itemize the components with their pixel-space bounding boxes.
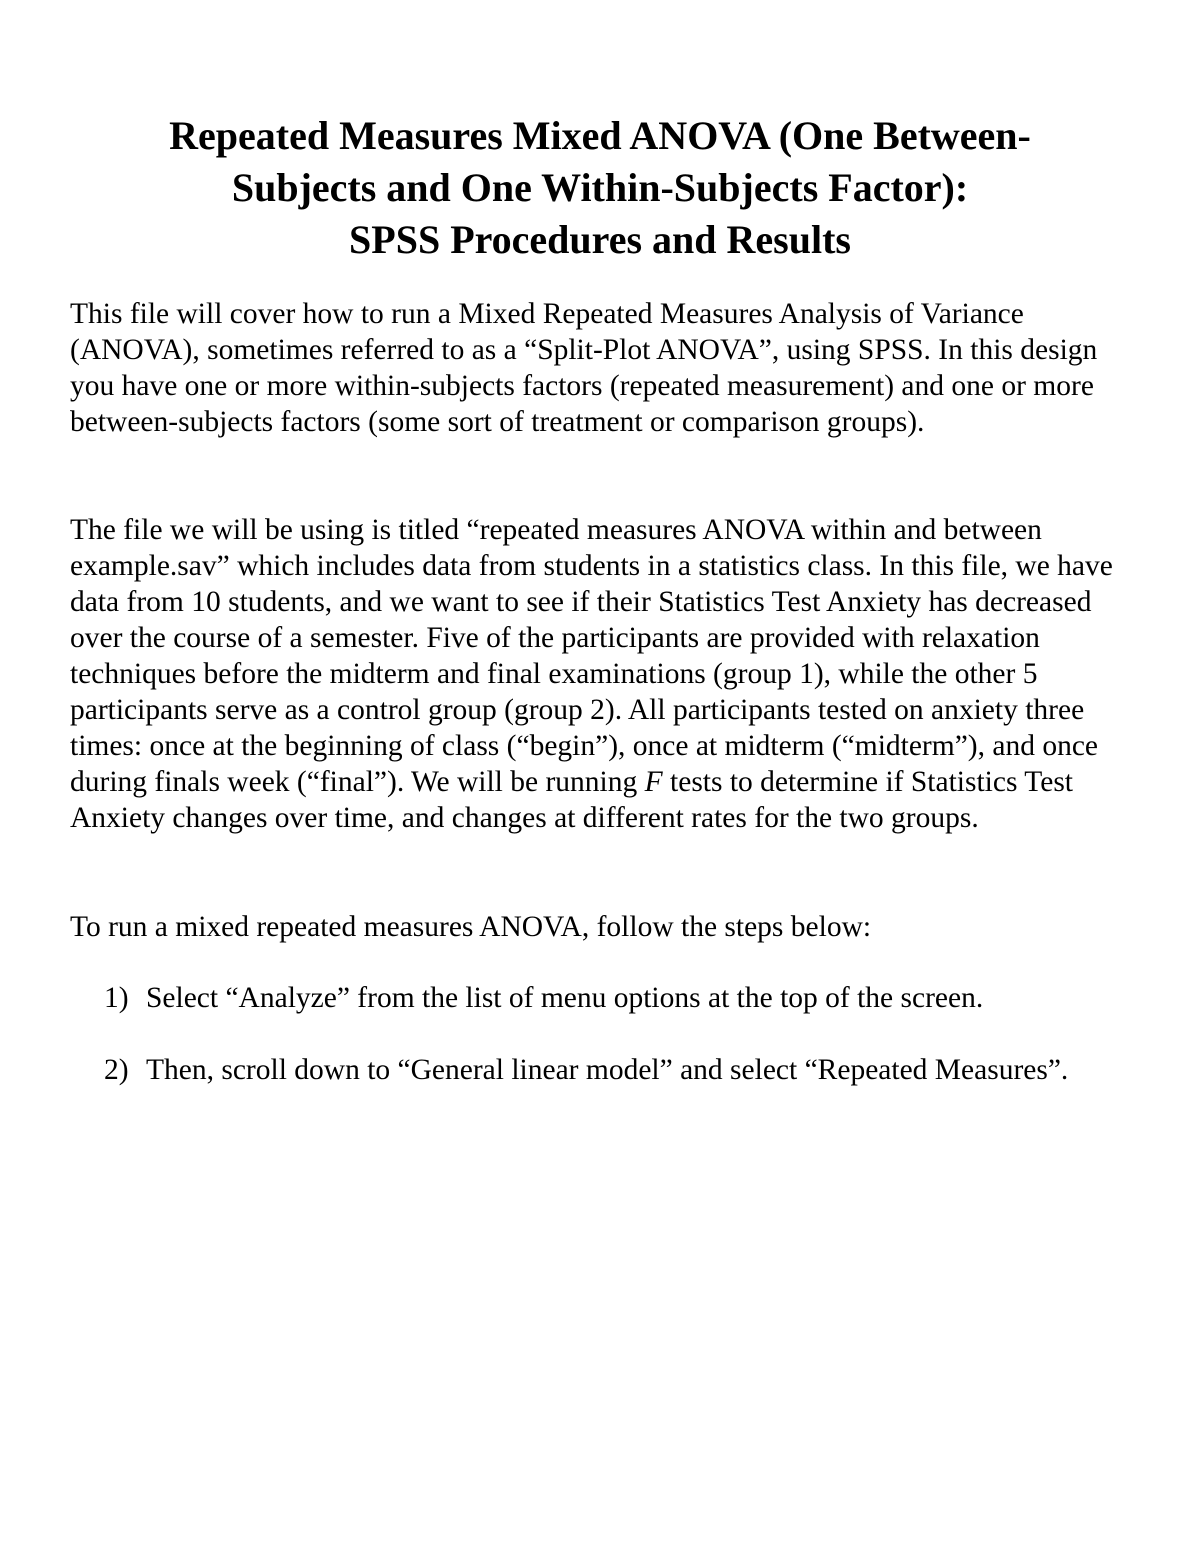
step-number: 2): [104, 1054, 129, 1086]
title-line-2: Subjects and One Within-Subjects Factor):: [231, 165, 969, 210]
step-item: [104, 980, 1164, 1016]
intro-paragraph: This file will cover how to run a Mixed Repeated Measures Analysis of Variance (ANOVA), sometimes referred to as a “Split-Plot ANOVA”, using SPSS. In this design you have one or more within-subjects factors (repeated measurement) and one or more between-subjects factors (some sort of treatment or comparison groups).: [70, 298, 1098, 438]
paragraph2-text-before: The file we will be using is titled “repeated measures ANOVA within and between example.sav” which includes data from students in a statistics class. In this file, we have data from 10 students, and we want to see if their Statistics Test Anxiety has decreased over the course of a semester. Five of the participants are provided with relaxation techniques before the midterm and final examinations (group 1), while the other 5 participants serve as a control group (group 2). All participants tested on anxiety three times: once at the beginning of class (“begin”), once at midterm (“midterm”), and once during finals week (“final”). We will be running: [70, 514, 1113, 798]
step-text: Select “Analyze” from the list of menu options at the top of the screen.: [146, 982, 984, 1014]
title-line-3: SPSS Procedures and Results: [349, 217, 851, 262]
step-item: [104, 1052, 1164, 1088]
title-line-1: Repeated Measures Mixed ANOVA (One Between-: [169, 113, 1031, 158]
data-description-paragraph: [70, 512, 1145, 836]
steps-intro-paragraph: To run a mixed repeated measures ANOVA, follow the steps below:: [70, 911, 872, 943]
steps-list: [104, 980, 1164, 1124]
document-title: [70, 110, 1130, 266]
step-number: 1): [104, 982, 129, 1014]
f-statistic-italic: F: [644, 766, 663, 798]
paragraph2-text-after: tests to determine if Statistics Test Anxiety changes over time, and changes at different rates for the two groups.: [70, 766, 1073, 834]
step-text: Then, scroll down to “General linear model” and select “Repeated Measures”.: [146, 1054, 1069, 1086]
